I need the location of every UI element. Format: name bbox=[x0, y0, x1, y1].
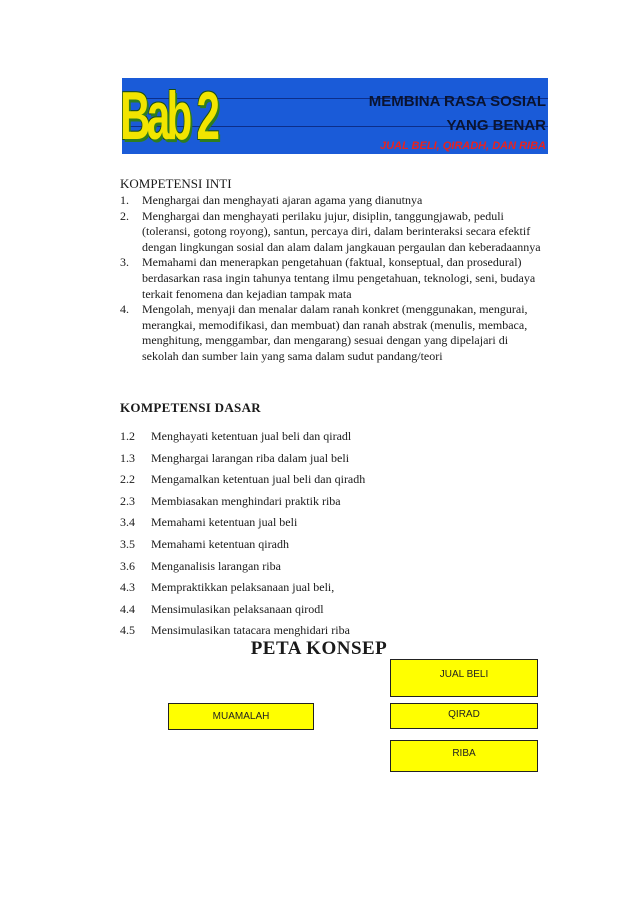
list-item-number: 1. bbox=[120, 193, 129, 207]
list-item-text: Menghargai dan menghayati ajaran agama yang dianutnya bbox=[142, 193, 423, 207]
list-item-number: 3. bbox=[120, 255, 129, 270]
chapter-label bbox=[120, 74, 217, 158]
concept-box-label: QIRAD bbox=[448, 709, 480, 720]
list-item bbox=[120, 601, 540, 623]
concept-box-riba bbox=[390, 740, 538, 772]
list-item-number: 4.4 bbox=[120, 601, 135, 616]
list-item-number: 4.5 bbox=[120, 623, 135, 638]
list-item-text: Membiasakan menghindari praktik riba bbox=[151, 493, 341, 508]
list-item-number: 3.4 bbox=[120, 515, 135, 530]
list-item bbox=[120, 558, 540, 580]
list-item bbox=[120, 193, 545, 209]
list-item-number: 3.5 bbox=[120, 536, 135, 551]
list-item-text: Menganalisis larangan riba bbox=[151, 558, 281, 573]
list-item-text: Menghargai larangan riba dalam jual beli bbox=[151, 450, 350, 465]
chapter-subtitle: JUAL BELI, QIRADH, DAN RIBA bbox=[379, 140, 546, 152]
list-item bbox=[120, 514, 540, 536]
concept-box-qirad bbox=[390, 703, 538, 729]
chapter-title-line2: YANG BENAR bbox=[446, 117, 546, 134]
kompetensi-dasar-heading: KOMPETENSI DASAR bbox=[120, 400, 261, 415]
list-item-text: Mengolah, menyaji dan menalar dalam ranah konkret (menggunakan, mengurai, merangkai, memodifikasi, dan membuat) dan ranah abstrak (menulis, membaca, menghitung, menggambar, dan mengarang) sesuai dengan yang dipelajari di sekolah dan sumber lain yang sama dalam sudut pandang/teori bbox=[142, 302, 528, 363]
list-item bbox=[120, 579, 540, 601]
list-item-number: 1.3 bbox=[120, 450, 135, 465]
list-item-text: Menghargai dan menghayati perilaku jujur, disiplin, tanggungjawab, peduli (toleransi, gotong royong), santun, percaya diri, dalam berinteraksi secara efektif dengan lingkungan sosial dan alam dalam jangkauan pergaulan dan keberadaannya bbox=[142, 208, 541, 254]
list-item-text: Mensimulasikan pelaksanaan qirodl bbox=[151, 601, 324, 616]
list-item bbox=[120, 302, 545, 364]
chapter-label-text: Bab 2 bbox=[120, 78, 217, 154]
concept-box-jual-beli bbox=[390, 659, 538, 697]
list-item bbox=[120, 209, 545, 256]
list-item-number: 4.3 bbox=[120, 580, 135, 595]
list-item bbox=[120, 428, 540, 450]
peta-konsep-title: PETA KONSEP bbox=[250, 638, 388, 659]
list-item bbox=[120, 450, 540, 472]
kompetensi-inti-list bbox=[120, 193, 545, 365]
list-item-number: 3.6 bbox=[120, 558, 135, 573]
list-item-text: Mensimulasikan tatacara menghidari riba bbox=[151, 623, 350, 638]
concept-box-label: MUAMALAH bbox=[212, 711, 270, 722]
list-item-number: 2. bbox=[120, 208, 129, 223]
list-item-text: Menghayati ketentuan jual beli dan qiradl bbox=[151, 429, 352, 443]
list-item-text: Mempraktikkan pelaksanaan jual beli, bbox=[151, 580, 335, 595]
list-item-number: 2.2 bbox=[120, 472, 135, 487]
list-item-text: Memahami ketentuan jual beli bbox=[151, 515, 298, 530]
list-item bbox=[120, 255, 545, 302]
list-item bbox=[120, 471, 540, 493]
list-item-number: 4. bbox=[120, 302, 129, 317]
list-item-text: Mengamalkan ketentuan jual beli dan qiradh bbox=[151, 472, 366, 487]
list-item bbox=[120, 536, 540, 558]
list-item-number: 2.3 bbox=[120, 493, 135, 508]
concept-box-muamalah bbox=[168, 703, 314, 730]
kompetensi-inti-heading: KOMPETENSI INTI bbox=[120, 176, 232, 191]
concept-box-label: JUAL BELI bbox=[439, 669, 489, 680]
list-item-number: 1.2 bbox=[120, 429, 135, 443]
list-item-text: Memahami ketentuan qiradh bbox=[151, 536, 289, 551]
kompetensi-dasar-list bbox=[120, 428, 540, 644]
concept-box-label: RIBA bbox=[452, 748, 476, 759]
list-item bbox=[120, 493, 540, 515]
list-item-text: Memahami dan menerapkan pengetahuan (faktual, konseptual, dan prosedural) berdasarkan rasa ingin tahunya tentang ilmu pengetahuan, teknologi, seni, budaya terkait fenomena dan kejadian tampak mata bbox=[142, 255, 536, 301]
chapter-title-line1: MEMBINA RASA SOSIAL bbox=[368, 93, 546, 110]
